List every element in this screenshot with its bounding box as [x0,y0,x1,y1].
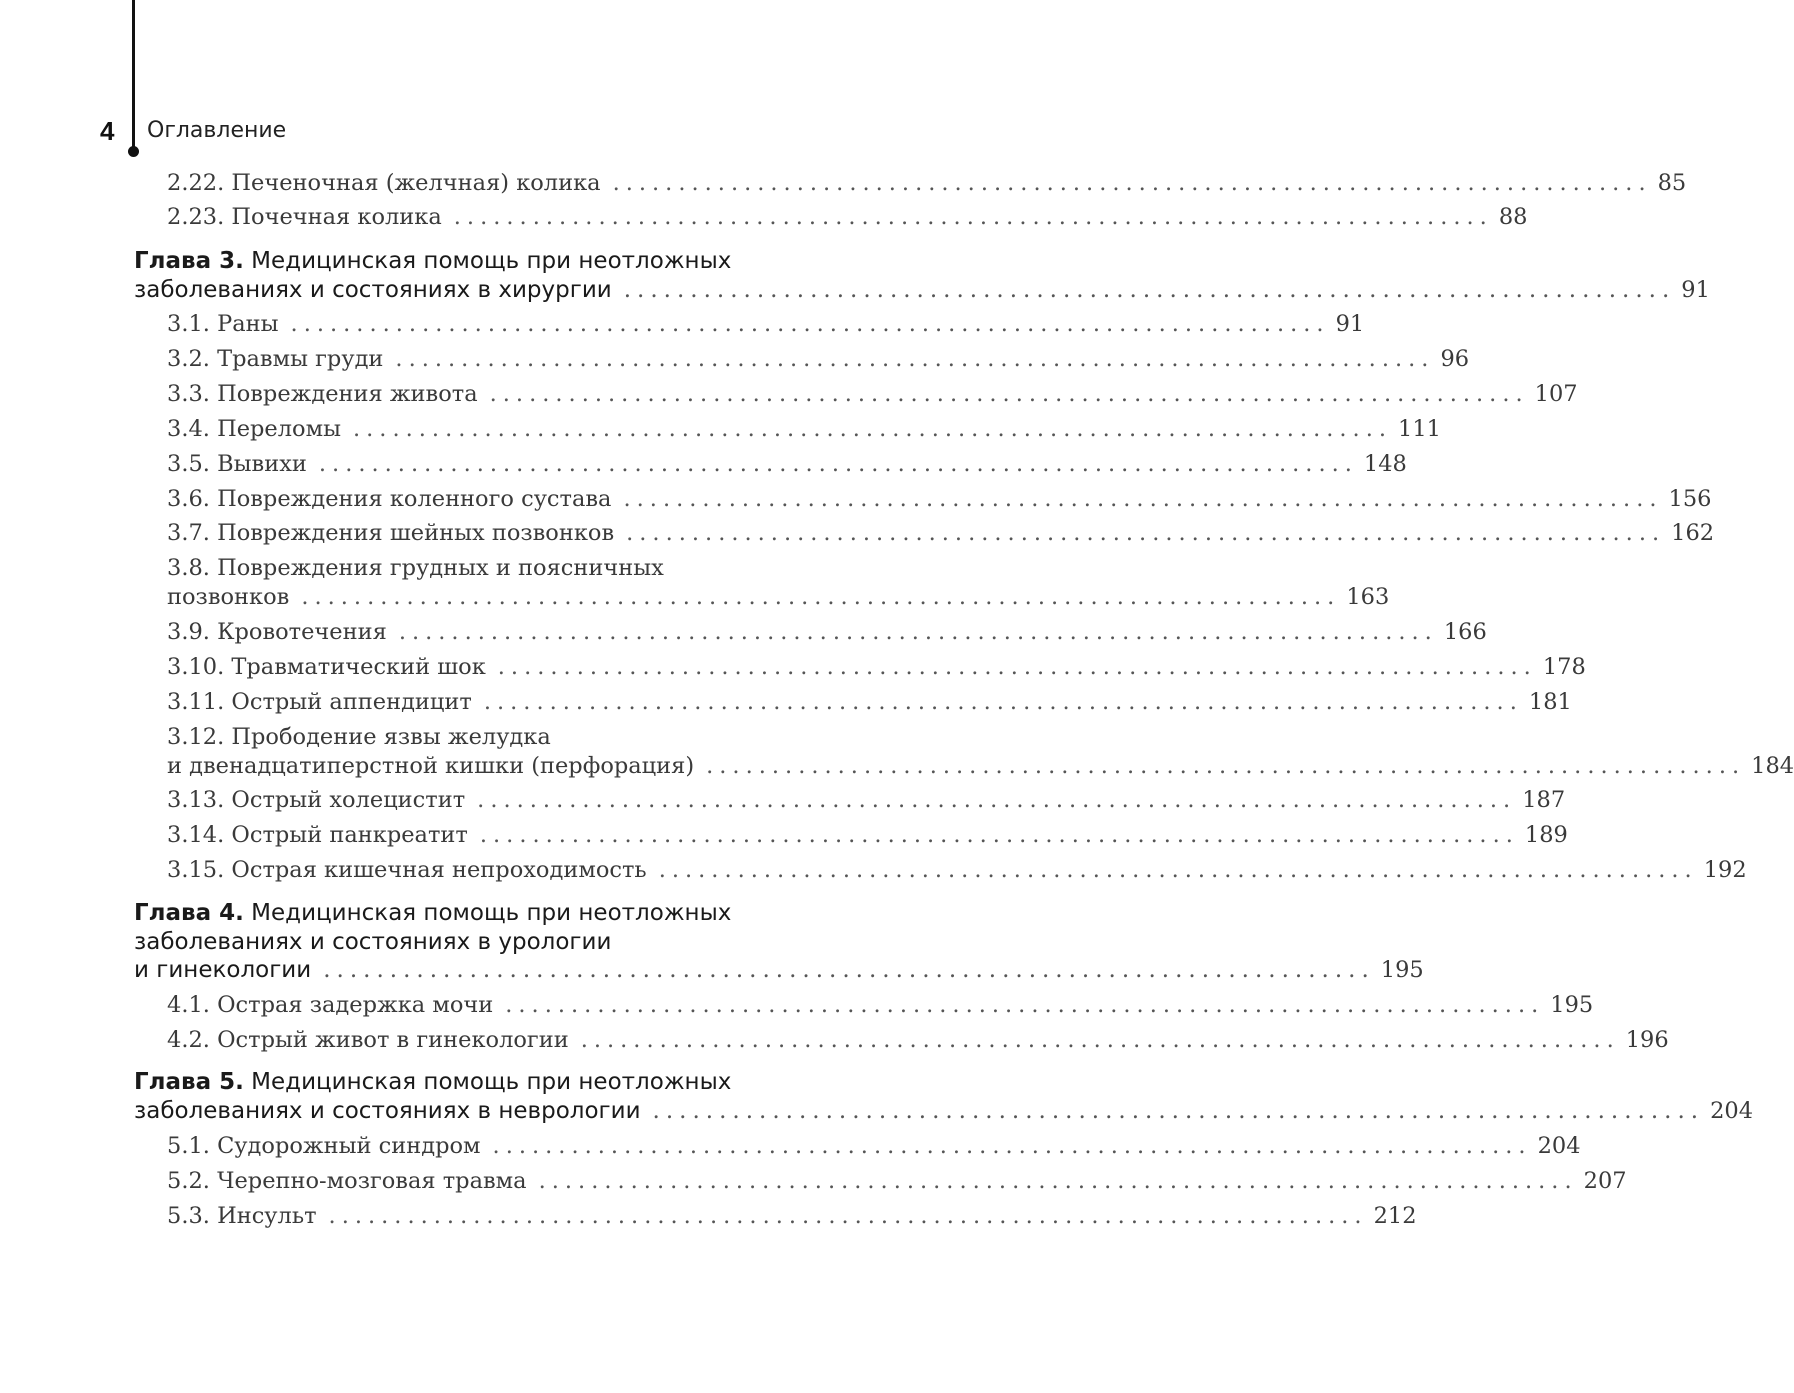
toc-entry-4-2[interactable] [167,1027,1669,1053]
leader-dots: ............................................................................... [612,170,1652,196]
toc-entry-page: 88 [1498,204,1528,230]
toc-entry-5-1[interactable] [167,1133,1581,1159]
toc-entry-2-23[interactable] [167,204,1528,230]
toc-entry-title: 4.1. Острая задержка мочи [167,992,494,1018]
toc-entry-3-2[interactable] [167,346,1470,372]
leader-dots: ............................................................................... [479,822,1519,848]
toc-entry-title: 5.2. Черепно-мозговая травма [167,1168,527,1194]
chapter-4-heading[interactable] [134,900,731,926]
chapter-5-heading[interactable] [134,1069,731,1095]
toc-entry-page: 148 [1363,451,1407,477]
leader-dots: ............................................................................... [318,451,1358,477]
toc-entry-page: 85 [1657,170,1687,196]
leader-dots: ............................................................................... [353,416,1393,442]
header-rule [132,0,135,150]
toc-entry-3-12[interactable] [167,753,1794,779]
toc-entry-page: 184 [1751,753,1794,779]
leader-dots: ............................................................................... [489,381,1529,407]
toc-entry-5-3[interactable] [167,1203,1417,1229]
chapter-label: Глава 5. [134,1069,244,1095]
leader-dots: ............................................................................... [626,520,1666,546]
toc-entry-3-11[interactable] [167,689,1572,715]
toc-entry-title: 2.22. Печеночная (желчная) колика [167,170,601,196]
toc-entry-page: 196 [1625,1027,1669,1053]
toc-entry-2-22[interactable] [167,170,1687,196]
toc-entry-page: 111 [1398,416,1441,442]
toc-entry-page: 212 [1373,1203,1417,1229]
toc-entry-3-1[interactable] [167,311,1365,337]
chapter-title-line: Медицинская помощь при неотложных [251,248,732,274]
toc-entry-title: 3.6. Повреждения коленного сустава [167,486,612,512]
toc-entry-3-12-line1[interactable]: 3.12. Прободение язвы желудка [167,724,551,750]
toc-entry-page: 187 [1522,787,1566,813]
toc-entry-5-2[interactable] [167,1168,1627,1194]
toc-entry-3-14[interactable] [167,822,1568,848]
chapter-title-line: Медицинская помощь при неотложных [251,1069,732,1095]
toc-entry-title: 3.4. Переломы [167,416,341,442]
chapter-3-heading[interactable] [134,248,731,274]
toc-entry-3-10[interactable] [167,654,1586,680]
toc-entry-3-8[interactable] [167,584,1390,610]
chapter-label: Глава 4. [134,900,244,926]
toc-entry-3-9[interactable] [167,619,1487,645]
toc-entry-page: 166 [1443,619,1487,645]
chapter-title-line: Медицинская помощь при неотложных [251,900,732,926]
leader-dots: ............................................................................... [477,787,1517,813]
chapter-4-entry[interactable] [134,957,1424,983]
toc-entry-title: 3.14. Острый панкреатит [167,822,468,848]
toc-entry-page: 192 [1703,857,1747,883]
leader-dots: ............................................................................... [395,346,1435,372]
toc-entry-3-4[interactable] [167,416,1441,442]
toc-entry-title: 2.23. Почечная колика [167,204,442,230]
toc-entry-page: 195 [1550,992,1594,1018]
toc-entry-page: 204 [1537,1133,1581,1159]
toc-entry-3-5[interactable] [167,451,1407,477]
leader-dots: ............................................................................... [580,1027,1620,1053]
toc-entry-title: 5.1. Судорожный синдром [167,1133,481,1159]
leader-dots: ............................................................................... [538,1168,1578,1194]
toc-entry-title: 3.7. Повреждения шейных позвонков [167,520,615,546]
leader-dots: ............................................................................... [453,204,1493,230]
toc-entry-4-1[interactable] [167,992,1594,1018]
toc-entry-page: 96 [1440,346,1470,372]
toc-entry-title: 3.2. Травмы груди [167,346,384,372]
toc-entry-page: 163 [1346,584,1390,610]
chapter-title-line: и гинекологии [134,957,312,983]
leader-dots: ............................................................................... [505,992,1545,1018]
chapter-4-heading-line2: заболеваниях и состояниях в урологии [134,929,612,955]
toc-entry-3-3[interactable] [167,381,1578,407]
toc-entry-title: 5.3. Инсульт [167,1203,317,1229]
leader-dots: ............................................................................... [623,277,1676,303]
page-number: 4 [100,116,115,146]
toc-entry-title: 3.15. Острая кишечная непроходимость [167,857,647,883]
chapter-5-entry[interactable] [134,1098,1754,1124]
leader-dots: ............................................................................... [301,584,1341,610]
leader-dots: ............................................................................... [398,619,1438,645]
leader-dots: ............................................................................... [323,957,1375,983]
toc-entry-title: позвонков [167,584,290,610]
chapter-label: Глава 3. [134,248,244,274]
toc-entry-title: 3.9. Кровотечения [167,619,387,645]
leader-dots: ............................................................................... [492,1133,1532,1159]
chapter-title-line: заболеваниях и состояниях в неврологии [134,1098,641,1124]
leader-dots: ............................................................................... [483,689,1523,715]
chapter-3-entry[interactable] [134,277,1710,303]
toc-entry-title: 4.2. Острый живот в гинекологии [167,1027,569,1053]
leader-dots: ............................................................................... [497,654,1537,680]
toc-entry-page: 181 [1528,689,1572,715]
toc-entry-3-7[interactable] [167,520,1715,546]
toc-entry-3-15[interactable] [167,857,1747,883]
toc-entry-page: 195 [1380,957,1424,983]
toc-entry-page: 189 [1524,822,1568,848]
toc-entry-page: 91 [1681,277,1710,303]
toc-entry-title: 3.13. Острый холецистит [167,787,466,813]
header-rule-dot [128,146,139,157]
running-head: Оглавление [147,118,287,143]
leader-dots: ............................................................................... [328,1203,1368,1229]
leader-dots: ............................................................................... [706,753,1746,779]
leader-dots: ............................................................................... [290,311,1330,337]
toc-entry-page: 107 [1534,381,1578,407]
toc-entry-page: 178 [1542,654,1586,680]
toc-entry-title: 3.11. Острый аппендицит [167,689,472,715]
toc-entry-page: 207 [1583,1168,1627,1194]
toc-entry-title: 3.1. Раны [167,311,279,337]
toc-entry-title: 3.5. Вывихи [167,451,307,477]
toc-entry-title: 3.10. Травматический шок [167,654,486,680]
toc-entry-page: 91 [1335,311,1365,337]
chapter-title-line: заболеваниях и состояниях в хирургии [134,277,612,303]
toc-entry-page: 204 [1710,1098,1754,1124]
toc-entry-title: и двенадцатиперстной кишки (перфорация) [167,753,695,779]
toc-entry-3-13[interactable] [167,787,1566,813]
leader-dots: ............................................................................... [658,857,1698,883]
toc-entry-page: 156 [1668,486,1712,512]
toc-entry-3-6[interactable] [167,486,1712,512]
toc-entry-3-8-line1[interactable]: 3.8. Повреждения грудных и поясничных [167,555,664,581]
leader-dots: ............................................................................... [623,486,1663,512]
toc-entry-title: 3.3. Повреждения живота [167,381,478,407]
toc-entry-page: 162 [1671,520,1715,546]
leader-dots: ............................................................................... [652,1098,1705,1124]
